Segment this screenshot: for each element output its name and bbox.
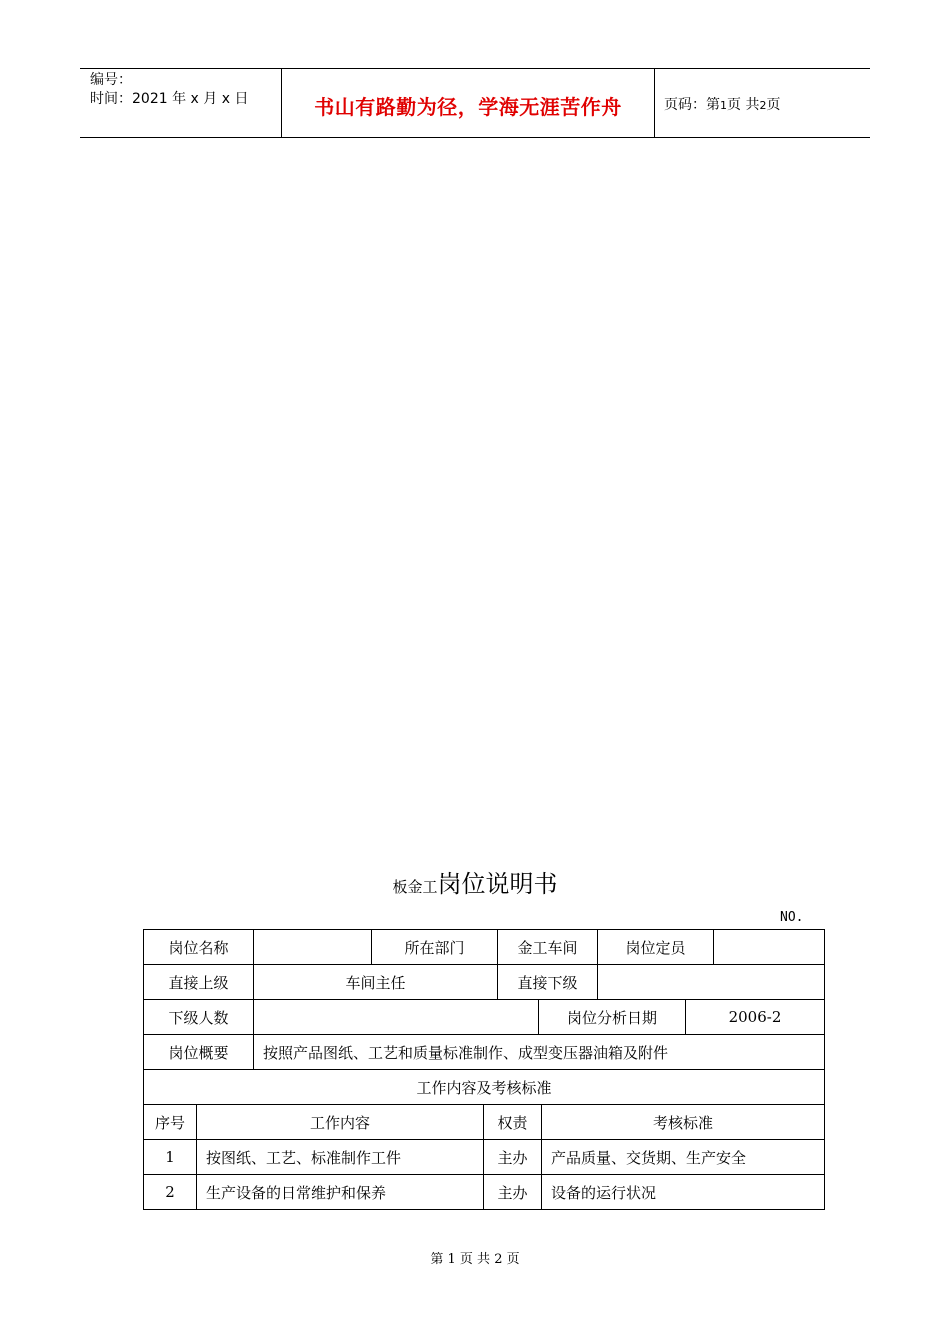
- column-header: 考核标准: [541, 1105, 824, 1139]
- section-heading: 工作内容及考核标准: [416, 1078, 552, 1097]
- table-row: [143, 1000, 825, 1035]
- table-cell: 生产设备的日常维护和保养: [196, 1175, 483, 1209]
- table-cell: 按图纸、工艺、标准制作工件: [196, 1140, 483, 1174]
- table-row: [143, 965, 825, 1000]
- title-prefix: 板金工: [392, 878, 438, 896]
- table-cell: 直接下级: [497, 965, 597, 999]
- table-cell: 设备的运行状况: [541, 1175, 824, 1209]
- page-end: 页: [766, 97, 781, 113]
- page-label: 页码：第: [664, 97, 720, 113]
- header-divider: [654, 69, 655, 137]
- column-header: 工作内容: [196, 1105, 483, 1139]
- header-page-info: [664, 94, 780, 114]
- table-cell: 1: [165, 1148, 175, 1166]
- column-header: 权责: [483, 1105, 541, 1139]
- table-row: [143, 1070, 825, 1105]
- header-motto: 书山有路勤为径，学海无涯苦作舟: [314, 95, 622, 119]
- table-cell: [253, 930, 371, 964]
- table-row: [143, 1175, 825, 1210]
- table-row: [143, 1140, 825, 1175]
- table-cell: 岗位名称: [168, 938, 229, 957]
- table-cell: 主办: [483, 1140, 541, 1174]
- table-cell: 岗位分析日期: [538, 1000, 685, 1034]
- header-meta: [90, 71, 248, 109]
- table-row: [143, 929, 825, 965]
- table-cell: 按照产品图纸、工艺和质量标准制作、成型变压器油箱及附件: [253, 1035, 824, 1069]
- no-label: NO.: [780, 910, 804, 925]
- page-mid: 页 共: [727, 97, 760, 113]
- table-cell: [253, 1000, 538, 1034]
- column-header: 序号: [154, 1113, 185, 1132]
- time-label: 时间：2021 年 x 月 x 日: [90, 91, 249, 107]
- table-cell: 岗位概要: [168, 1043, 229, 1062]
- table-cell: [713, 930, 824, 964]
- number-label: 编号：: [90, 72, 132, 88]
- table-cell: 岗位定员: [597, 930, 713, 964]
- table-cell: 产品质量、交货期、生产安全: [541, 1140, 824, 1174]
- table-cell: 2006-2: [685, 1000, 824, 1034]
- page-header: [80, 68, 870, 138]
- table-cell: 所在部门: [371, 930, 497, 964]
- table-cell: 车间主任: [253, 965, 497, 999]
- table-header-row: [143, 1105, 825, 1140]
- table-cell: 2: [165, 1183, 175, 1201]
- table-cell: 主办: [483, 1175, 541, 1209]
- page-total: 2: [759, 99, 767, 112]
- job-description-table: [143, 929, 825, 1210]
- table-row: [143, 1035, 825, 1070]
- title-main: 岗位说明书: [437, 870, 558, 898]
- table-cell: [597, 965, 824, 999]
- table-cell: 下级人数: [168, 1008, 229, 1027]
- page-number: 1: [720, 99, 727, 112]
- document-title: [0, 864, 950, 899]
- page-footer: 第 1 页 共 2 页: [430, 1252, 520, 1267]
- table-cell: 直接上级: [168, 973, 229, 992]
- table-cell: 金工车间: [497, 930, 597, 964]
